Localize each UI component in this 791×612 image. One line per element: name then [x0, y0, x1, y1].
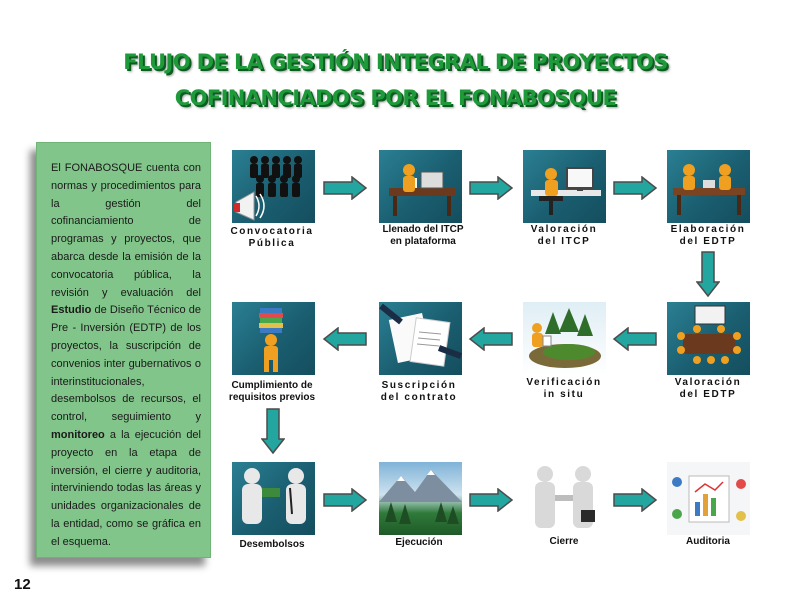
label-ejecucion — [359, 537, 479, 549]
page-title-line-2: COFINANCIADOS POR EL FONABOSQUE — [174, 86, 617, 110]
computer-worker-icon — [523, 150, 606, 223]
arrow-right-icon — [468, 488, 514, 512]
mountain-forest-icon — [379, 462, 462, 535]
cierre-illustration — [523, 462, 606, 535]
arrow-right-icon — [468, 176, 514, 200]
label-valoracion-edtp-line1: Valoración — [674, 377, 742, 388]
arrow-left-icon — [612, 327, 658, 351]
label-elaboracion-line1: Elaboración — [670, 224, 746, 235]
label-ejecucion-line1: Ejecución — [395, 537, 443, 548]
label-valoracion-itcp — [504, 224, 624, 248]
arrow-right-icon — [322, 176, 368, 200]
valoracion-edtp-illustration — [667, 302, 750, 375]
label-verificacion — [504, 377, 624, 401]
arrow-right-icon — [612, 488, 658, 512]
forest-inspection-icon — [523, 302, 606, 375]
cumplimiento-illustration — [232, 302, 315, 375]
label-auditoria — [648, 536, 768, 548]
description-part-2: de Diseño Técnico de Pre - Inversión (EDTP) de los proyectos, la suscripción de convenios inter gubernativos o interinstitucionales, desembolsos de recursos, el control, seguimiento y — [51, 304, 201, 424]
description-panel — [36, 142, 211, 558]
label-auditoria-line1: Auditoria — [686, 536, 730, 547]
page-title-line-1: FLUJO DE LA GESTIÓN INTEGRAL DE PROYECTOS — [123, 50, 668, 74]
books-carrier-icon — [232, 302, 315, 375]
label-valoracion-itcp-line1: Valoración — [530, 224, 598, 235]
description-text — [51, 160, 201, 552]
label-cierre — [504, 536, 624, 548]
money-handover-icon — [232, 462, 315, 535]
label-llenado-line2: en plataforma — [390, 236, 456, 247]
label-desembolsos — [212, 539, 332, 551]
label-elaboracion — [648, 224, 768, 248]
label-cumplimiento-line2: requisitos previos — [228, 392, 316, 403]
label-valoracion-edtp — [648, 377, 768, 401]
valoracion-itcp-illustration — [523, 150, 606, 223]
megaphone-crowd-icon — [232, 150, 315, 223]
description-part-3: a la ejecución del proyecto en la etapa de inversión, el cierre y auditoria, interviniendo todas las áreas y unidades organizacionales de la entidad, como se gráfica en el esquema. — [51, 428, 201, 548]
label-convocatoria — [212, 226, 332, 250]
arrow-left-icon — [322, 327, 368, 351]
contract-signing-icon — [379, 302, 462, 375]
label-suscripcion-line2: del contrato — [380, 392, 458, 403]
label-elaboracion-line2: del EDTP — [679, 236, 737, 247]
label-llenado-line1: Llenado del ITCP — [382, 224, 464, 235]
label-verificacion-line2: in situ — [543, 389, 585, 400]
label-convocatoria-line1: Convocatoria — [230, 226, 314, 237]
label-valoracion-itcp-line2: del ITCP — [537, 236, 591, 247]
meeting-icon — [667, 150, 750, 223]
elaboracion-illustration — [667, 150, 750, 223]
suscripcion-illustration — [379, 302, 462, 375]
page-number: 12 — [14, 576, 31, 593]
description-part-1: El FONABOSQUE cuenta con normas y procedimientos para la gestión del cofinanciamiento de programas y proyectos, que abarca desde la emisión de la convocatoria pública, la revisión y evaluación del — [51, 162, 201, 299]
desembolsos-illustration — [232, 462, 315, 535]
llenado-illustration — [379, 150, 462, 223]
auditoria-illustration — [667, 462, 750, 535]
label-verificacion-line1: Verificación — [526, 377, 602, 388]
label-desembolsos-line1: Desembolsos — [239, 539, 305, 550]
arrow-right-icon — [322, 488, 368, 512]
convocatoria-illustration — [232, 150, 315, 223]
arrow-left-icon — [468, 327, 514, 351]
label-convocatoria-line2: Pública — [248, 238, 296, 249]
label-suscripcion-line1: Suscripción — [381, 380, 457, 391]
label-suscripcion — [359, 380, 479, 404]
label-cumplimiento — [212, 380, 332, 404]
arrow-down-icon — [696, 250, 720, 298]
arrow-down-icon — [261, 407, 285, 455]
conference-table-icon — [667, 302, 750, 375]
handshake-icon — [523, 462, 606, 535]
description-bold-monitoreo: monitoreo — [51, 428, 105, 441]
label-cumplimiento-line1: Cumplimiento de — [231, 380, 313, 391]
audit-diagram-icon — [667, 462, 750, 535]
description-bold-estudio: Estudio — [51, 304, 92, 317]
arrow-right-icon — [612, 176, 658, 200]
ejecucion-illustration — [379, 462, 462, 535]
verificacion-illustration — [523, 302, 606, 375]
desk-worker-icon — [379, 150, 462, 223]
label-valoracion-edtp-line2: del EDTP — [679, 389, 737, 400]
label-llenado — [363, 224, 483, 248]
label-cierre-line1: Cierre — [549, 536, 579, 547]
